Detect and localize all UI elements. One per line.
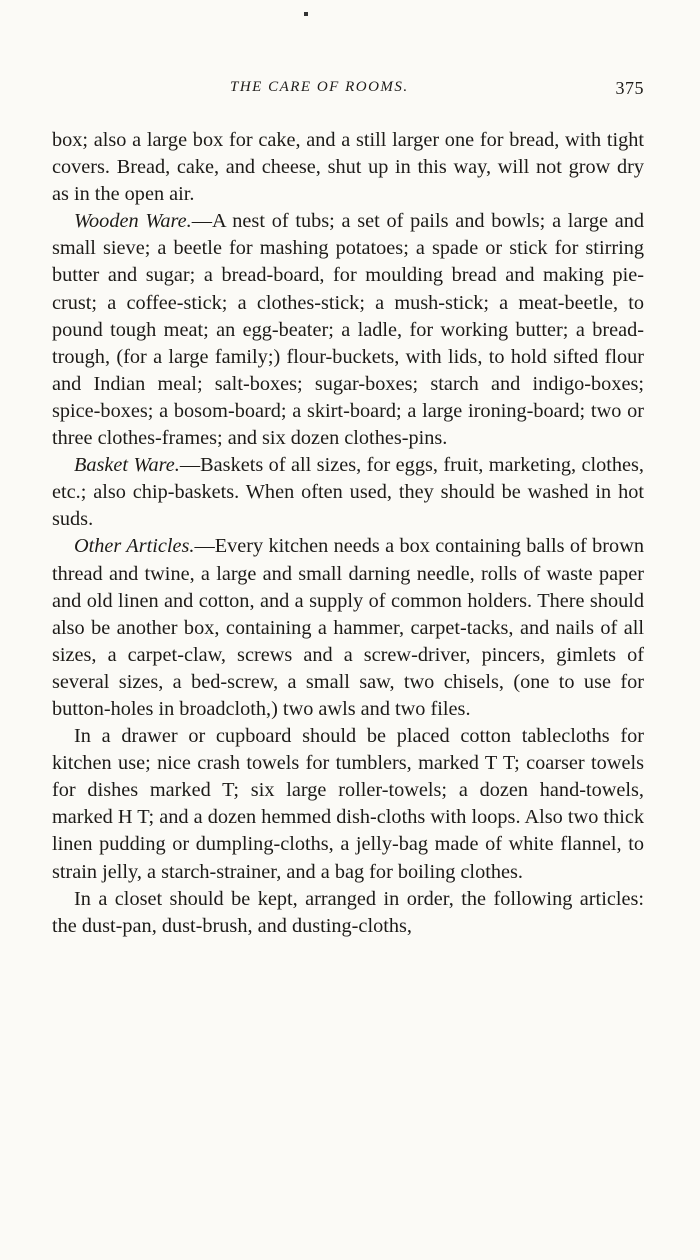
running-head	[52, 79, 644, 103]
print-mark	[304, 12, 308, 16]
paragraph-basket-ware	[52, 452, 644, 533]
paragraph-heading: Basket Ware.	[74, 454, 180, 477]
paragraph-wooden-ware	[52, 208, 644, 452]
paragraph-text: In a drawer or cupboard should be placed cotton tablecloths for kitchen use; nice crash towels for tumblers, marked T T; coarser towels for dishes marked T; six large roller-towels; a dozen hand-towels, marked H T; and a dozen hemmed dish-cloths with loops. Also two thick linen pudding or dumpling-cloths, a jelly-bag made of white flannel, to strain jelly, a starch-strainer, and a bag for boiling clothes.	[52, 725, 644, 883]
paragraph-bread-boxes	[52, 127, 644, 208]
book-page	[52, 0, 644, 1260]
paragraph-text: —Every kitchen needs a box containing balls of brown thread and twine, a large and small darning needle, rolls of waste paper and old linen and cotton, and a supply of common holders. There should also be another box, containing a hammer, carpet-tacks, and nails of all sizes, a carpet-claw, screws and a screw-driver, pincers, gimlets of several sizes, a bed-screw, a small saw, two chisels, (one to use for button-holes in broadcloth,) two awls and two files.	[52, 535, 644, 720]
paragraph-closet	[52, 886, 644, 940]
body-text	[52, 127, 644, 940]
paragraph-text: In a closet should be kept, arranged in order, the following articles: the dust-pan, dust-brush, and dusting-cloths,	[52, 887, 644, 937]
paragraph-text: —Baskets of all sizes, for eggs, fruit, marketing, clothes, etc.; also chip-baskets. When often used, they should be washed in hot suds.	[52, 454, 644, 531]
running-head-title: THE CARE OF ROOMS.	[230, 79, 409, 95]
paragraph-heading: Wooden Ware.	[74, 210, 192, 233]
paragraph-other-articles	[52, 533, 644, 723]
page-number: 375	[615, 78, 644, 98]
paragraph-heading: Other Articles.	[74, 535, 195, 558]
paragraph-text: box; also a large box for cake, and a still larger one for bread, with tight covers. Bread, cake, and cheese, shut up in this way, will not grow dry as in the open air.	[52, 129, 644, 206]
paragraph-text: —A nest of tubs; a set of pails and bowls; a large and small sieve; a beetle for mashing potatoes; a spade or stick for stirring butter and sugar; a bread-board, for moulding bread and making pie-crust; a coffee-stick; a clothes-stick; a mush-stick; a meat-beetle, to pound tough meat; an egg-beater; a ladle, for working butter; a bread-trough, (for a large family;) flour-buckets, with lids, to hold sifted flour and Indian meal; salt-boxes; sugar-boxes; starch and indigo-boxes; spice-boxes; a bosom-board; a skirt-board; a large ironing-board; two or three clothes-frames; and six dozen clothes-pins.	[52, 210, 644, 450]
paragraph-drawer-cupboard	[52, 723, 644, 886]
